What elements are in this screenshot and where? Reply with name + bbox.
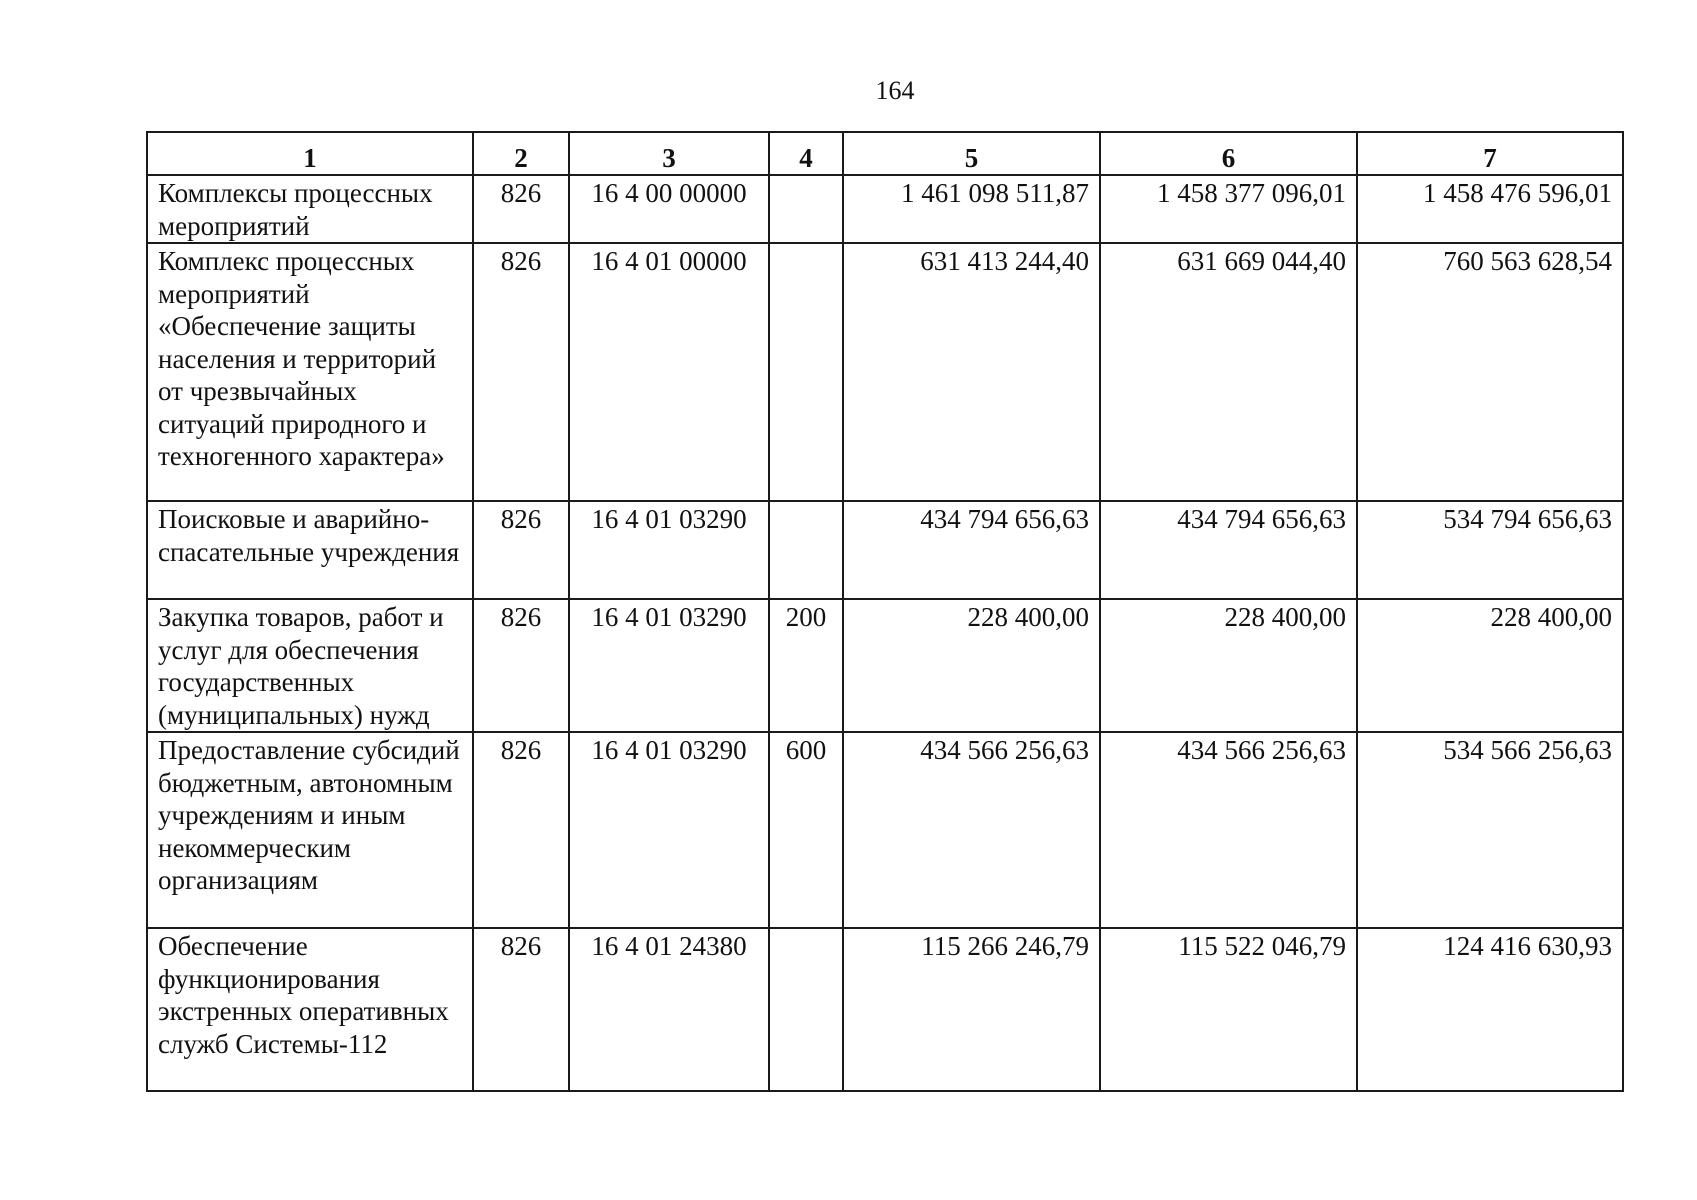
row-value-7: 124 416 630,93 — [1357, 928, 1623, 1091]
page-number: 164 — [875, 76, 915, 105]
row-code: 826 — [473, 175, 569, 243]
row-code: 826 — [473, 928, 569, 1091]
row-value-6: 228 400,00 — [1100, 599, 1357, 732]
budget-table — [146, 131, 1624, 1092]
table-row — [147, 243, 1623, 501]
table-row — [147, 928, 1623, 1091]
column-header-7: 7 — [1357, 132, 1623, 175]
row-vr: 600 — [769, 732, 843, 928]
row-name: Поисковые и аварийно-спасательные учреждения — [147, 501, 473, 599]
row-vr — [769, 928, 843, 1091]
row-value-5: 434 566 256,63 — [843, 732, 1100, 928]
row-kcsr: 16 4 01 00000 — [569, 243, 769, 501]
row-value-7: 534 566 256,63 — [1357, 732, 1623, 928]
row-vr: 200 — [769, 599, 843, 732]
column-header-5: 5 — [843, 132, 1100, 175]
column-header-4: 4 — [769, 132, 843, 175]
row-vr — [769, 243, 843, 501]
row-name: Комплексы процессных мероприятий — [147, 175, 473, 243]
row-value-5: 1 461 098 511,87 — [843, 175, 1100, 243]
row-value-6: 434 794 656,63 — [1100, 501, 1357, 599]
row-value-7: 760 563 628,54 — [1357, 243, 1623, 501]
row-name: Предоставление субсидий бюджетным, автономным учреждениям и иным некоммерческим организациям — [147, 732, 473, 928]
column-header-3: 3 — [569, 132, 769, 175]
row-vr — [769, 175, 843, 243]
row-code: 826 — [473, 732, 569, 928]
row-code: 826 — [473, 243, 569, 501]
row-kcsr: 16 4 00 00000 — [569, 175, 769, 243]
table-row — [147, 501, 1623, 599]
row-value-5: 631 413 244,40 — [843, 243, 1100, 501]
column-header-6: 6 — [1100, 132, 1357, 175]
table-row — [147, 175, 1623, 243]
row-value-5: 115 266 246,79 — [843, 928, 1100, 1091]
table-row — [147, 599, 1623, 732]
row-kcsr: 16 4 01 24380 — [569, 928, 769, 1091]
row-value-7: 1 458 476 596,01 — [1357, 175, 1623, 243]
row-name: Закупка товаров, работ и услуг для обеспечения государственных (муниципальных) нужд — [147, 599, 473, 732]
row-value-6: 434 566 256,63 — [1100, 732, 1357, 928]
row-value-6: 1 458 377 096,01 — [1100, 175, 1357, 243]
column-header-2: 2 — [473, 132, 569, 175]
row-value-7: 534 794 656,63 — [1357, 501, 1623, 599]
header-row — [147, 132, 1623, 175]
row-name: Комплекс процессных мероприятий «Обеспечение защиты населения и территорий от чрезвычайных ситуаций природного и техногенного характера» — [147, 243, 473, 501]
row-kcsr: 16 4 01 03290 — [569, 501, 769, 599]
row-vr — [769, 501, 843, 599]
row-kcsr: 16 4 01 03290 — [569, 599, 769, 732]
column-header-1: 1 — [147, 132, 473, 175]
row-value-6: 631 669 044,40 — [1100, 243, 1357, 501]
row-name: Обеспечение функционирования экстренных оперативных служб Системы-112 — [147, 928, 473, 1091]
row-kcsr: 16 4 01 03290 — [569, 732, 769, 928]
row-value-7: 228 400,00 — [1357, 599, 1623, 732]
table-row — [147, 732, 1623, 928]
row-value-5: 228 400,00 — [843, 599, 1100, 732]
row-value-5: 434 794 656,63 — [843, 501, 1100, 599]
row-code: 826 — [473, 501, 569, 599]
row-value-6: 115 522 046,79 — [1100, 928, 1357, 1091]
row-code: 826 — [473, 599, 569, 732]
